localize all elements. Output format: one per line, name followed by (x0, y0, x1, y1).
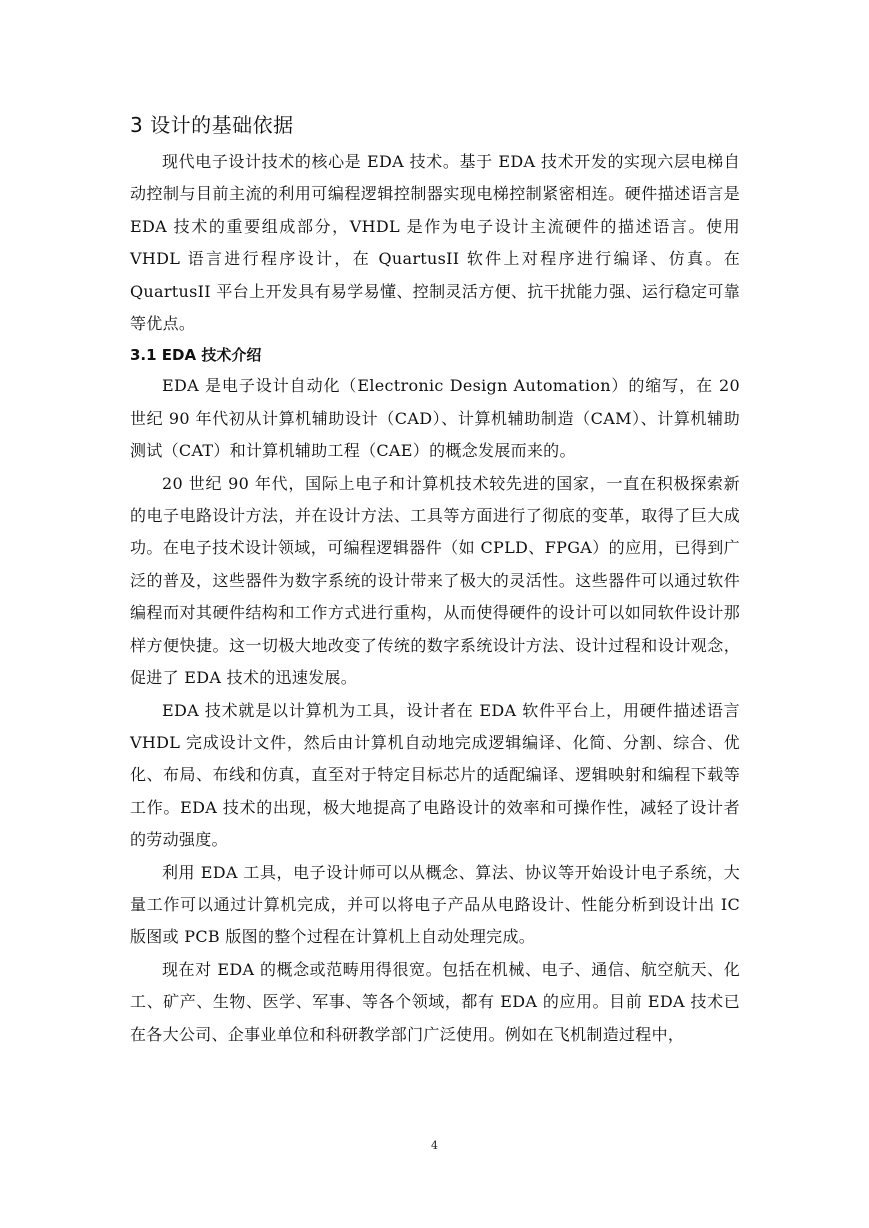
body-paragraph: EDA 是电子设计自动化（Electronic Design Automation）的缩写，在 20 世纪 90 年代初从计算机辅助设计（CAD）、计算机辅助制造（CAM）、计算机辅助测试（CAT）和计算机辅助工程（CAE）的概念发展而来的。 (130, 376, 740, 461)
document-page (130, 110, 740, 1051)
section-intro-paragraph: 现代电子设计技术的核心是 EDA 技术。基于 EDA 技术开发的实现六层电梯自动控制与目前主流的利用可编程逻辑控制器实现电梯控制紧密相连。硬件描述语言是 EDA 技术的重要组成部分，VHDL 是作为电子设计主流硬件的描述语言。使用 VHDL 语言进行程序设计，在 QuartusII 软件上对程序进行编译、仿真。在 QuartusII 平台上开发具有易学易懂、控制灵活方便、抗干扰能力强、运行稳定可靠等优点。 (130, 152, 740, 334)
body-paragraph: EDA 技术就是以计算机为工具，设计者在 EDA 软件平台上，用硬件描述语言 VHDL 完成设计文件，然后由计算机自动地完成逻辑编译、化简、分割、综合、优化、布局、布线和仿真，直至对于特定目标芯片的适配编译、逻辑映射和编程下载等工作。EDA 技术的出现，极大地提高了电路设计的效率和可操作性，减轻了设计者的劳动强度。 (130, 700, 740, 850)
page-number: 4 (431, 1139, 438, 1152)
subsection-heading: 3.1 EDA 技术介绍 (130, 346, 262, 365)
body-paragraph: 利用 EDA 工具，电子设计师可以从概念、算法、协议等开始设计电子系统，大量工作可以通过计算机完成，并可以将电子产品从电路设计、性能分析到设计出 IC 版图或 PCB 版图的整个过程在计算机上自动处理完成。 (130, 862, 740, 947)
body-paragraph: 现在对 EDA 的概念或范畴用得很宽。包括在机械、电子、通信、航空航天、化工、矿产、生物、医学、军事、等各个领域，都有 EDA 的应用。目前 EDA 技术已在各大公司、企事业单位和科研教学部门广泛使用。例如在飞机制造过程中， (130, 959, 740, 1044)
body-paragraph: 20 世纪 90 年代，国际上电子和计算机技术较先进的国家，一直在积极探索新的电子电路设计方法，并在设计方法、工具等方面进行了彻底的变革，取得了巨大成功。在电子技术设计领域，可编程逻辑器件（如 CPLD、FPGA）的应用，已得到广泛的普及，这些器件为数字系统的设计带来了极大的灵活性。这些器件可以通过软件编程而对其硬件结构和工作方式进行重构，从而使得硬件的设计可以如同软件设计那样方便快捷。这一切极大地改变了传统的数字系统设计方法、设计过程和设计观念，促进了 EDA 技术的迅速发展。 (130, 473, 740, 688)
section-heading: 3 设计的基础依据 (130, 113, 294, 137)
